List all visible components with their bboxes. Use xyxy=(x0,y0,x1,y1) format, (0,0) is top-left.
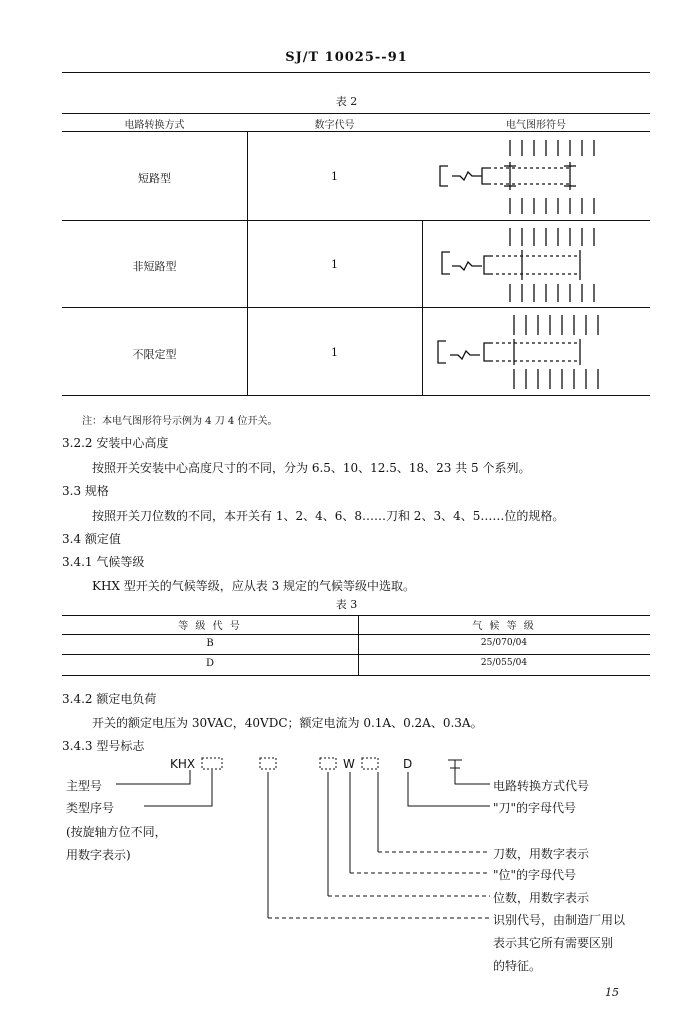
standard-code: SJ/T 10025--91 xyxy=(285,50,408,65)
section-322-text: 按照开关安装中心高度尺寸的不同，分为 6.5、10、12.5、18、23 共 5 个系列。 xyxy=(92,461,531,475)
table3-caption: 表 3 xyxy=(335,598,358,611)
table2-caption: 表 2 xyxy=(335,95,358,108)
section-342-text: 开关的额定电压为 30VAC，40VDC；额定电流为 0.1A、0.2A、0.3A。 xyxy=(92,716,483,730)
label-circuit-mode-code: 电路转换方式代号 xyxy=(493,779,590,793)
model-main-code: KHX xyxy=(170,757,196,771)
table2-header-code: 数字代号 xyxy=(314,120,355,131)
model-w-letter: W xyxy=(343,757,355,771)
section-33-title: 3.3 规格 xyxy=(62,484,109,498)
table2-row3-code: 1 xyxy=(331,346,338,359)
label-pole-count: 刀数，用数字表示 xyxy=(493,847,590,861)
table3-header-grade: 等 级 代 号 xyxy=(178,621,242,632)
section-341-title: 3.4.1 气候等级 xyxy=(62,555,145,569)
label-type-note-1: (按旋轴方位不同， xyxy=(66,825,167,839)
model-d-letter: D xyxy=(403,757,413,771)
table2-row2-mode: 非短路型 xyxy=(132,260,177,273)
section-34-title: 3.4 额定值 xyxy=(62,532,121,546)
label-identifier-3: 的特征。 xyxy=(493,959,542,973)
table3-row1-grade: B xyxy=(206,638,214,649)
section-341-text: KHX 型开关的气候等级，应从表 3 规定的气候等级中选取。 xyxy=(92,579,416,593)
label-type-note-2: 用数字表示) xyxy=(66,848,131,862)
table2-header-mode: 电路转换方式 xyxy=(124,120,185,131)
table2-note: 注：本电气图形符号示例为 4 刀 4 位开关。 xyxy=(82,416,278,427)
label-type-serial: 类型序号 xyxy=(66,801,115,815)
section-343-title: 3.4.3 型号标志 xyxy=(62,739,145,753)
section-342-title: 3.4.2 额定电负荷 xyxy=(62,692,157,706)
table3-row1-climate: 25/070/04 xyxy=(480,638,528,648)
label-pole-letter: "刀"的字母代号 xyxy=(493,801,577,815)
page-number: 15 xyxy=(605,986,619,999)
table3-header-climate: 气 候 等 级 xyxy=(472,621,536,632)
table3-row2-climate: 25/055/04 xyxy=(480,658,528,668)
label-main-model: 主型号 xyxy=(66,779,103,793)
label-identifier-1: 识别代号，由制造厂用以 xyxy=(493,913,626,927)
table2-row1-mode: 短路型 xyxy=(138,172,171,185)
table2-header-symbol: 电气图形符号 xyxy=(506,120,566,131)
section-33-text: 按照开关刀位数的不同，本开关有 1、2、4、6、8……刀和 2、3、4、5……位的规格。 xyxy=(92,509,565,523)
table2-row3-mode: 不限定型 xyxy=(132,348,177,361)
section-322-title: 3.2.2 安装中心高度 xyxy=(62,436,169,450)
label-position-letter: "位"的字母代号 xyxy=(493,868,577,882)
label-position-count: 位数，用数字表示 xyxy=(493,891,590,905)
label-identifier-2: 表示其它所有需要区别 xyxy=(493,936,614,950)
table2-row2-code: 1 xyxy=(331,258,338,271)
table2-row1-code: 1 xyxy=(331,170,338,183)
table3-row2-grade: D xyxy=(205,658,215,669)
